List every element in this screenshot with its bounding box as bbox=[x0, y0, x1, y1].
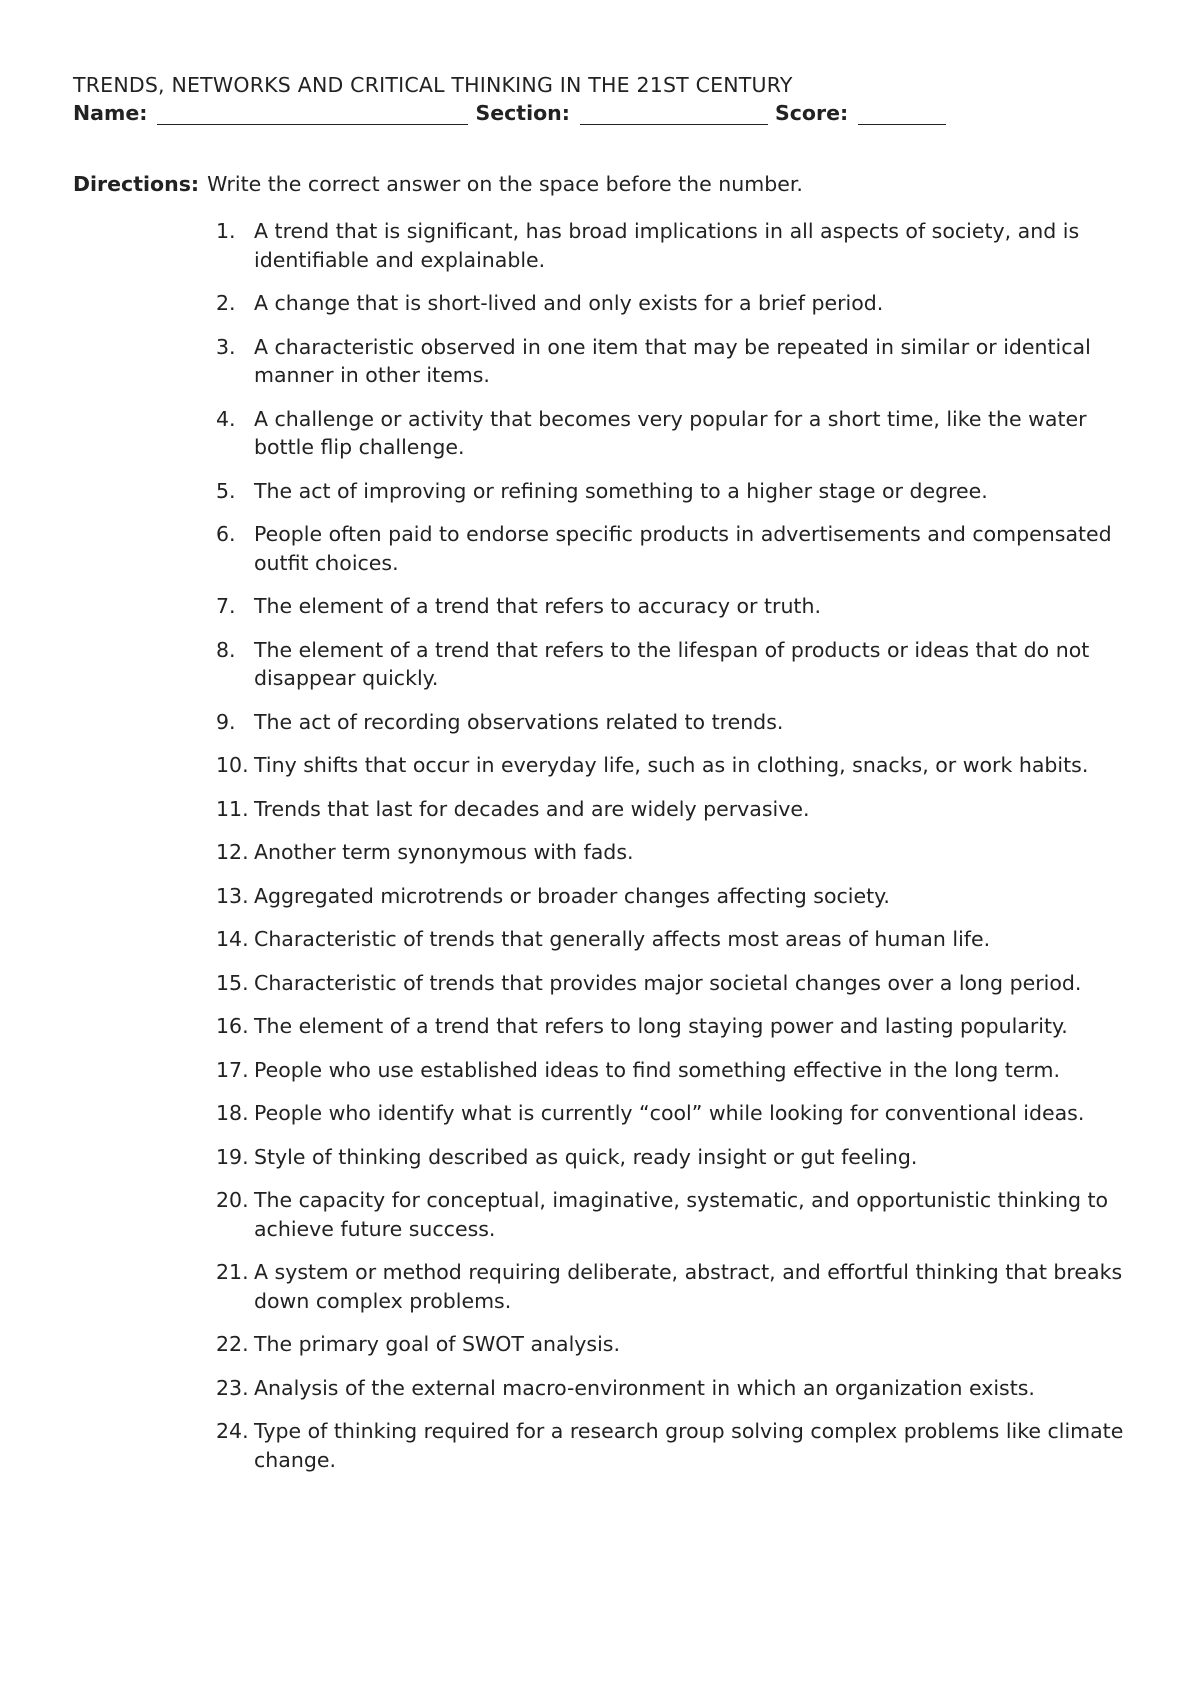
question-text: A trend that is significant, has broad implications in all aspects of society, and is identifiable and explainable. bbox=[254, 219, 1080, 272]
score-blank[interactable] bbox=[858, 105, 946, 125]
question-number: 16. bbox=[216, 1014, 249, 1038]
question-item bbox=[216, 520, 1136, 577]
question-item bbox=[216, 882, 1136, 911]
question-text: Analysis of the external macro-environment in which an organization exists. bbox=[254, 1375, 1035, 1400]
question-text: The act of recording observations related to trends. bbox=[254, 709, 784, 734]
question-text: People who identify what is currently “cool” while looking for conventional ideas. bbox=[254, 1101, 1085, 1125]
question-text: The element of a trend that refers to long staying power and lasting popularity. bbox=[254, 1014, 1068, 1038]
score-label: Score: bbox=[774, 101, 849, 125]
question-number: 4. bbox=[216, 406, 236, 431]
question-text: Trends that last for decades and are widely pervasive. bbox=[254, 796, 810, 821]
question-number: 8. bbox=[216, 637, 236, 662]
question-number: 10. bbox=[216, 753, 249, 777]
question-text: Aggregated microtrends or broader changes affecting society. bbox=[254, 883, 890, 908]
question-text: A system or method requiring deliberate, abstract, and effortful thinking that breaks down complex problems. bbox=[254, 1260, 1123, 1313]
question-number: 19. bbox=[216, 1144, 249, 1169]
question-item bbox=[216, 405, 1136, 462]
question-item bbox=[216, 795, 1136, 824]
question-number: 13. bbox=[216, 883, 249, 908]
question-text: A characteristic observed in one item that may be repeated in similar or identical manner in other items. bbox=[254, 334, 1091, 387]
question-text: The capacity for conceptual, imaginative, systematic, and opportunistic thinking to achieve future success. bbox=[254, 1188, 1109, 1241]
question-text: Characteristic of trends that provides major societal changes over a long period. bbox=[254, 970, 1082, 995]
question-item bbox=[216, 1374, 1136, 1403]
question-item bbox=[216, 708, 1136, 737]
question-item bbox=[216, 1258, 1136, 1315]
question-item bbox=[216, 1143, 1136, 1172]
question-number: 21. bbox=[216, 1260, 249, 1284]
name-blank[interactable] bbox=[157, 105, 468, 125]
question-number: 20. bbox=[216, 1188, 249, 1212]
question-text: Style of thinking described as quick, ready insight or gut feeling. bbox=[254, 1144, 918, 1169]
question-item bbox=[216, 217, 1136, 274]
directions bbox=[73, 172, 803, 196]
question-text: The element of a trend that refers to the lifespan of products or ideas that do not disappear quickly. bbox=[254, 637, 1090, 690]
question-text: Characteristic of trends that generally affects most areas of human life. bbox=[254, 927, 991, 951]
question-text: Tiny shifts that occur in everyday life, such as in clothing, snacks, or work habits. bbox=[254, 753, 1089, 777]
section-blank[interactable] bbox=[580, 105, 768, 125]
question-text: The element of a trend that refers to accuracy or truth. bbox=[254, 594, 821, 618]
question-item bbox=[216, 838, 1136, 867]
directions-text: Write the correct answer on the space before the number. bbox=[207, 172, 803, 196]
question-item bbox=[216, 636, 1136, 693]
question-item bbox=[216, 289, 1136, 318]
question-text: People often paid to endorse specific products in advertisements and compensated outfit choices. bbox=[254, 522, 1112, 575]
question-text: Another term synonymous with fads. bbox=[254, 840, 634, 864]
question-item bbox=[216, 969, 1136, 998]
section-label: Section: bbox=[475, 101, 570, 125]
question-item bbox=[216, 751, 1136, 780]
question-text: A change that is short-lived and only exists for a brief period. bbox=[254, 291, 884, 315]
question-number: 22. bbox=[216, 1332, 249, 1356]
question-number: 6. bbox=[216, 522, 236, 546]
question-number: 18. bbox=[216, 1101, 249, 1125]
question-number: 3. bbox=[216, 334, 236, 359]
directions-label: Directions: bbox=[73, 172, 200, 196]
question-item bbox=[216, 1417, 1136, 1474]
question-text: People who use established ideas to find something effective in the long term. bbox=[254, 1057, 1060, 1082]
question-item bbox=[216, 333, 1136, 390]
question-number: 11. bbox=[216, 796, 249, 821]
student-info-line bbox=[73, 101, 953, 125]
question-number: 12. bbox=[216, 840, 249, 864]
question-number: 9. bbox=[216, 709, 236, 734]
question-number: 14. bbox=[216, 927, 249, 951]
question-item bbox=[216, 477, 1136, 506]
question-item bbox=[216, 1012, 1136, 1041]
question-number: 1. bbox=[216, 219, 236, 243]
question-item bbox=[216, 1056, 1136, 1085]
question-item bbox=[216, 1330, 1136, 1359]
question-item bbox=[216, 1186, 1136, 1243]
question-number: 17. bbox=[216, 1057, 249, 1082]
question-text: The primary goal of SWOT analysis. bbox=[254, 1332, 620, 1356]
question-number: 7. bbox=[216, 594, 236, 618]
question-item bbox=[216, 592, 1136, 621]
question-number: 23. bbox=[216, 1375, 249, 1400]
question-text: A challenge or activity that becomes very popular for a short time, like the water bottle flip challenge. bbox=[254, 406, 1087, 459]
question-text: The act of improving or refining something to a higher stage or degree. bbox=[254, 478, 988, 503]
question-item bbox=[216, 925, 1136, 954]
question-list bbox=[216, 217, 1136, 1489]
question-number: 24. bbox=[216, 1419, 249, 1443]
question-number: 5. bbox=[216, 478, 236, 503]
question-number: 2. bbox=[216, 291, 236, 315]
question-text: Type of thinking required for a research group solving complex problems like climate change. bbox=[254, 1419, 1124, 1472]
name-label: Name: bbox=[73, 101, 148, 125]
question-item bbox=[216, 1099, 1136, 1128]
worksheet-title: TRENDS, NETWORKS AND CRITICAL THINKING IN THE 21ST CENTURY bbox=[73, 73, 793, 97]
question-number: 15. bbox=[216, 970, 249, 995]
